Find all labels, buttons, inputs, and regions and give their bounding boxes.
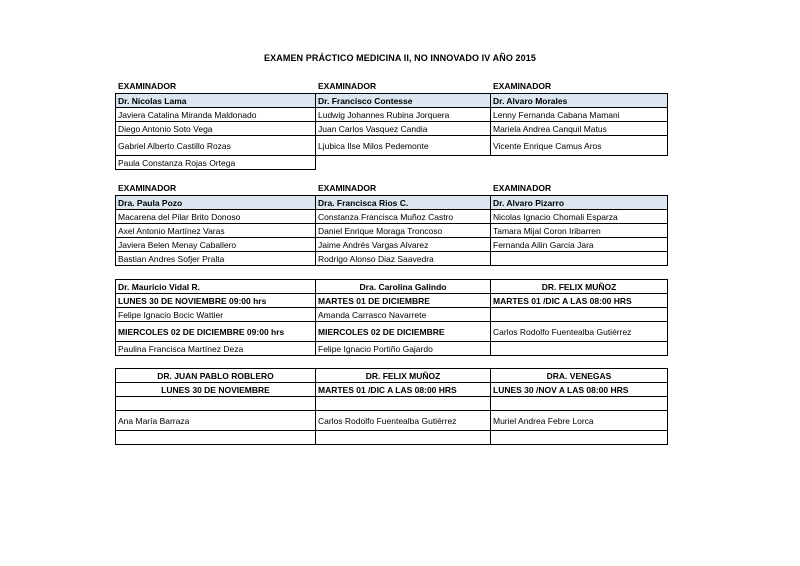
student-cell: Mariela Andrea Canquil Matus — [491, 122, 668, 136]
empty-cell — [491, 431, 668, 445]
examiner-table-2 — [115, 195, 668, 266]
student-cell: Nicolas Ignacio Chomali Esparza — [491, 210, 668, 224]
student-cell: Carlos Rodolfo Fuentealba Gutiérrez — [316, 411, 491, 431]
table-row — [116, 342, 668, 356]
student-cell: Javiera Catalina Miranda Maldonado — [116, 108, 316, 122]
examinador-label: EXAMINADOR — [118, 183, 177, 193]
student-cell: Daniel Enrique Moraga Troncoso — [316, 224, 491, 238]
table-row — [116, 122, 668, 136]
examiner-name: Dra. Francisca Rios C. — [316, 196, 491, 210]
table-row — [116, 308, 668, 322]
empty-cell — [316, 397, 491, 411]
student-cell: Juan Carlos Vasquez Candia — [316, 122, 491, 136]
table-row — [116, 383, 668, 397]
student-cell: Tamara Mijal Coron Iribarren — [491, 224, 668, 238]
examinador-label: EXAMINADOR — [493, 183, 552, 193]
table-row — [116, 431, 668, 445]
schedule-cell: MARTES 01 /DIC A LAS 08:00 HRS — [491, 294, 668, 308]
examiner-name: Dra. Paula Pozo — [116, 196, 316, 210]
schedule-table-2 — [115, 368, 668, 445]
table-row — [116, 108, 668, 122]
schedule-table-1 — [115, 279, 668, 356]
schedule-cell: MIERCOLES 02 DE DICIEMBRE — [316, 322, 491, 342]
table-row — [116, 224, 668, 238]
table-header-row — [116, 369, 668, 383]
empty-cell — [491, 397, 668, 411]
examiner-name: Dr. Mauricio Vidal R. — [116, 280, 316, 294]
schedule-cell: LUNES 30 /NOV A LAS 08:00 HRS — [491, 383, 668, 397]
student-cell: Gabriel Alberto Castillo Rozas — [116, 136, 316, 156]
examiner-name: Dr. Alvaro Pizarro — [491, 196, 668, 210]
empty-cell — [316, 156, 491, 170]
table-header-row — [116, 94, 668, 108]
schedule-cell: LUNES 30 DE NOVIEMBRE 09:00 hrs — [116, 294, 316, 308]
student-cell: Vicente Enrique Camus Aros — [491, 136, 668, 156]
examiner-name: Dra. Carolina Galindo — [316, 280, 491, 294]
examinador-label: EXAMINADOR — [493, 81, 552, 91]
student-cell: Paulina Francisca Martínez Deza — [116, 342, 316, 356]
examiner-name: DR. JUAN PABLO ROBLERO — [116, 369, 316, 383]
schedule-cell: MARTES 01 /DIC A LAS 08:00 HRS — [316, 383, 491, 397]
examiner-name: Dr. Alvaro Morales — [491, 94, 668, 108]
table-row — [116, 252, 668, 266]
student-cell: Ludwig Johannes Rubina Jorquera — [316, 108, 491, 122]
schedule-cell: LUNES 30 DE NOVIEMBRE — [116, 383, 316, 397]
student-cell: Felipe Ignacio Bocic Wattier — [116, 308, 316, 322]
examinador-label: EXAMINADOR — [318, 81, 377, 91]
examinador-label: EXAMINADOR — [118, 81, 177, 91]
schedule-cell: MIERCOLES 02 DE DICIEMBRE 09:00 hrs — [116, 322, 316, 342]
table-row — [116, 156, 668, 170]
examiner-name: DRA. VENEGAS — [491, 369, 668, 383]
student-cell: Axel Antonio Martínez Varas — [116, 224, 316, 238]
student-cell: Carlos Rodolfo Fuentealba Gutiérrez — [491, 322, 668, 342]
student-cell: Macarena del Pilar Brito Donoso — [116, 210, 316, 224]
page-title: EXAMEN PRÁCTICO MEDICINA II, NO INNOVADO IV AÑO 2015 — [264, 53, 536, 63]
student-cell: Paula Constanza Rojas Ortega — [116, 156, 316, 170]
student-cell: Jaime Andrés Vargas Alvarez — [316, 238, 491, 252]
table-row — [116, 294, 668, 308]
table-row — [116, 411, 668, 431]
schedule-cell: MARTES 01 DE DICIEMBRE — [316, 294, 491, 308]
examiner-name: Dr. Francisco Contesse — [316, 94, 491, 108]
student-cell — [491, 342, 668, 356]
student-cell — [491, 308, 668, 322]
table-row — [116, 210, 668, 224]
examiner-name: Dr. Nicolas Lama — [116, 94, 316, 108]
empty-cell — [316, 431, 491, 445]
student-cell: Lenny Fernanda Cabana Mamani — [491, 108, 668, 122]
student-cell: Felipe Ignacio Portiño Gajardo — [316, 342, 491, 356]
table-row — [116, 136, 668, 156]
student-cell: Muriel Andrea Febre Lorca — [491, 411, 668, 431]
examiner-table-1 — [115, 93, 668, 170]
student-cell: Ana María Barraza — [116, 411, 316, 431]
table-row — [116, 397, 668, 411]
student-cell: Amanda Carrasco Navarrete — [316, 308, 491, 322]
table-header-row — [116, 280, 668, 294]
student-cell: Rodrigo Alonso Diaz Saavedra — [316, 252, 491, 266]
student-cell: Constanza Francisca Muñoz Castro — [316, 210, 491, 224]
student-cell: Diego Antonio Soto Vega — [116, 122, 316, 136]
student-cell: Fernanda Ailin Garcia Jara — [491, 238, 668, 252]
empty-cell — [116, 431, 316, 445]
student-cell: Ljubica Ilse Milos Pedemonte — [316, 136, 491, 156]
student-cell — [491, 252, 668, 266]
examiner-name: DR. FELIX MUÑOZ — [316, 369, 491, 383]
table-row — [116, 238, 668, 252]
student-cell: Javiera Belen Menay Caballero — [116, 238, 316, 252]
empty-cell — [116, 397, 316, 411]
empty-cell — [491, 156, 668, 170]
examiner-name: DR. FELIX MUÑOZ — [491, 280, 668, 294]
table-header-row — [116, 196, 668, 210]
student-cell: Bastian Andres Sofjer Pralta — [116, 252, 316, 266]
examinador-label: EXAMINADOR — [318, 183, 377, 193]
table-row — [116, 322, 668, 342]
